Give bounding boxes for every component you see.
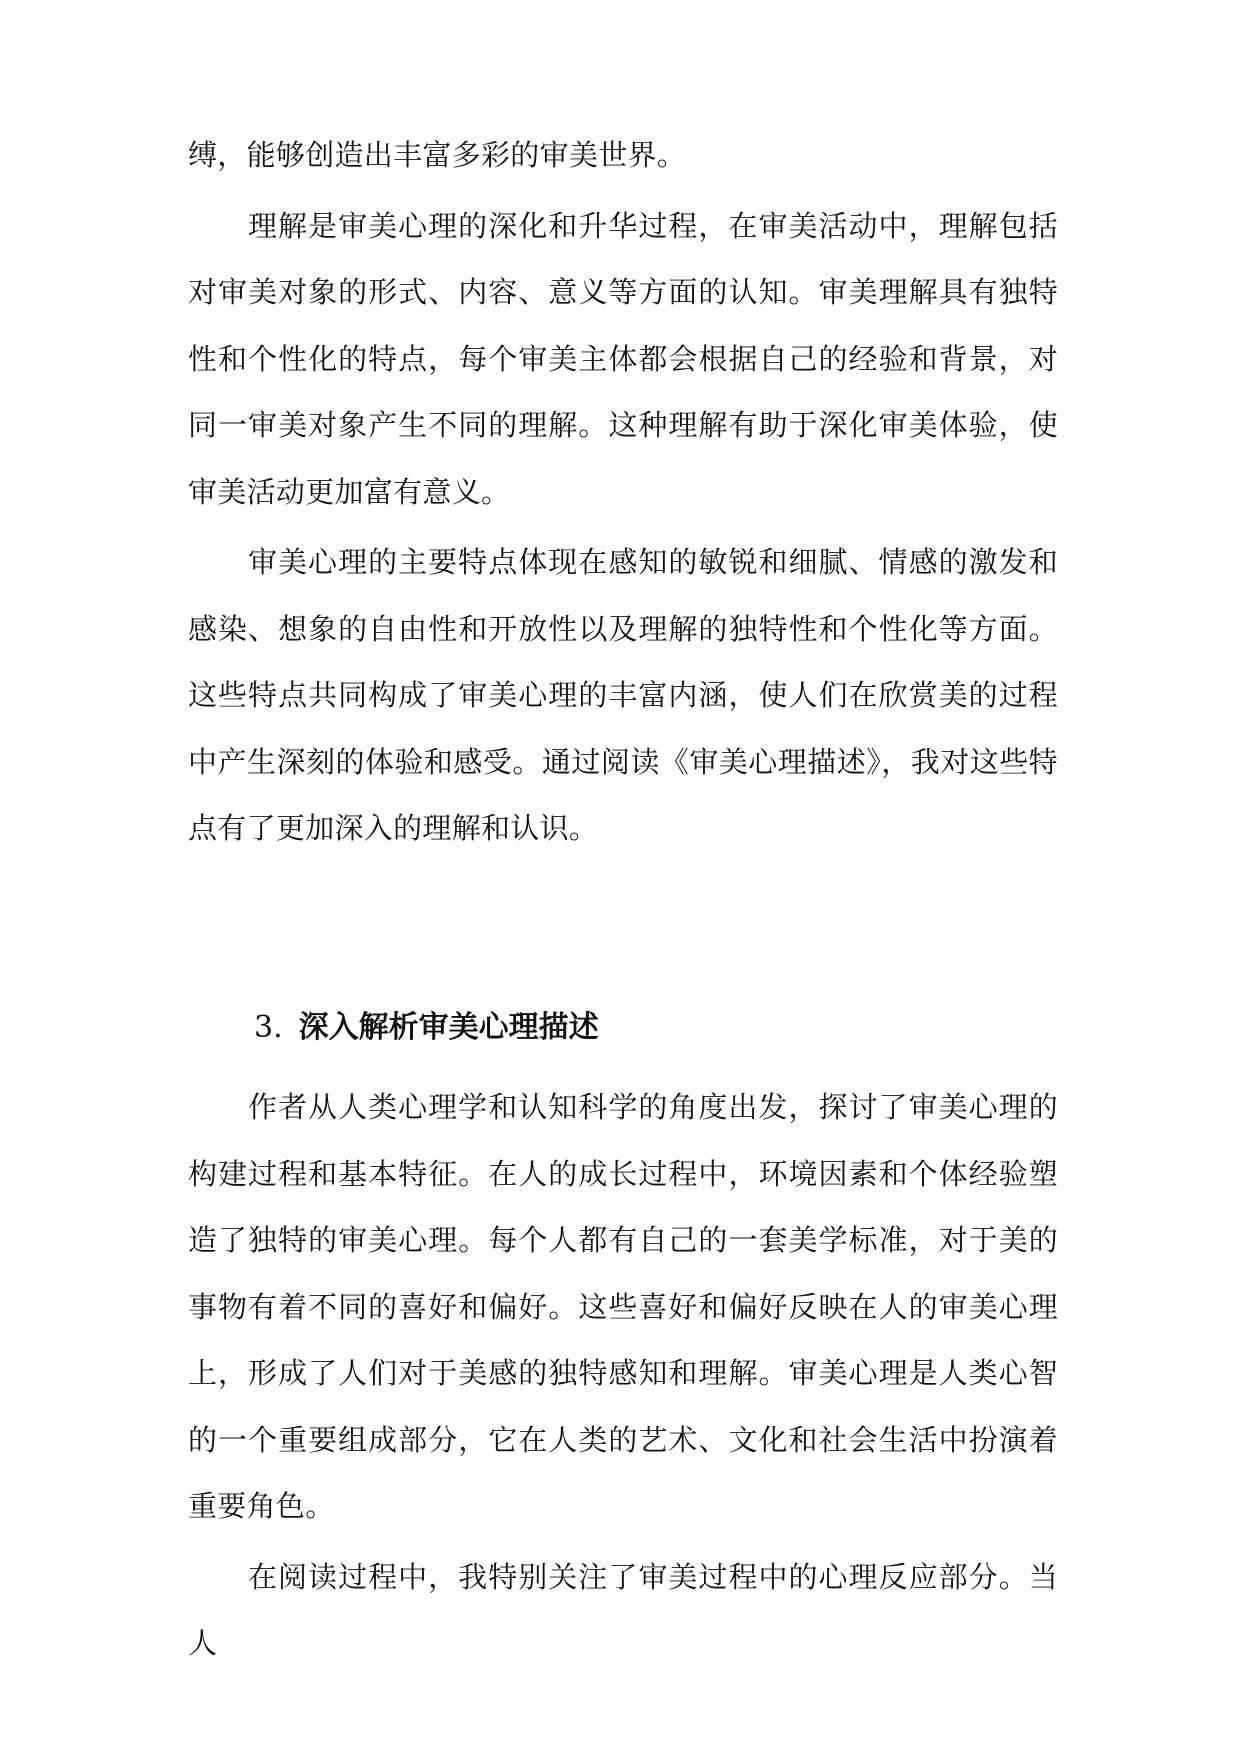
paragraph-main-features: 审美心理的主要特点体现在感知的敏锐和细腻、情感的激发和感染、想象的自由性和开放性以及理解的独特性和个性化等方面。这些特点共同构成了审美心理的丰富内涵，使人们在欣赏美的过程中产生深刻的体验和感受。通过阅读《审美心理描述》，我对这些特点有了更加深入的理解和认识。 bbox=[188, 545, 1058, 845]
paragraph-understanding: 理解是审美心理的深化和升华过程，在审美活动中，理解包括对审美对象的形式、内容、意义等方面的认知。审美理解具有独特性和个性化的特点，每个审美主体都会根据自己的经验和背景，对同一审美对象产生不同的理解。这种理解有助于深化审美体验，使审美活动更加富有意义。 bbox=[188, 208, 1058, 509]
paragraph-reading-process: 在阅读过程中，我特别关注了审美过程中的心理反应部分。当人 bbox=[188, 1559, 1058, 1660]
section-heading bbox=[254, 1008, 599, 1048]
section-title: 深入解析审美心理描述 bbox=[298, 1010, 599, 1045]
text-block-upper bbox=[188, 122, 1058, 862]
paragraph-author-analysis: 作者从人类心理学和认知科学的角度出发，探讨了审美心理的构建过程和基本特征。在人的成长过程中，环境因素和个体经验塑造了独特的审美心理。每个人都有自己的一套美学标准，对于美的事物有着不同的喜好和偏好。这些喜好和偏好反映在人的审美心理上，形成了人们对于美感的独特感知和理解。审美心理是人类心智的一个重要组成部分，它在人类的艺术、文化和社会生活中扮演着重要角色。 bbox=[188, 1090, 1058, 1523]
section-number: 3. bbox=[254, 1010, 283, 1045]
text-block-lower bbox=[188, 1074, 1058, 1677]
paragraph-continuation: 缚，能够创造出丰富多彩的审美世界。 bbox=[188, 138, 687, 172]
